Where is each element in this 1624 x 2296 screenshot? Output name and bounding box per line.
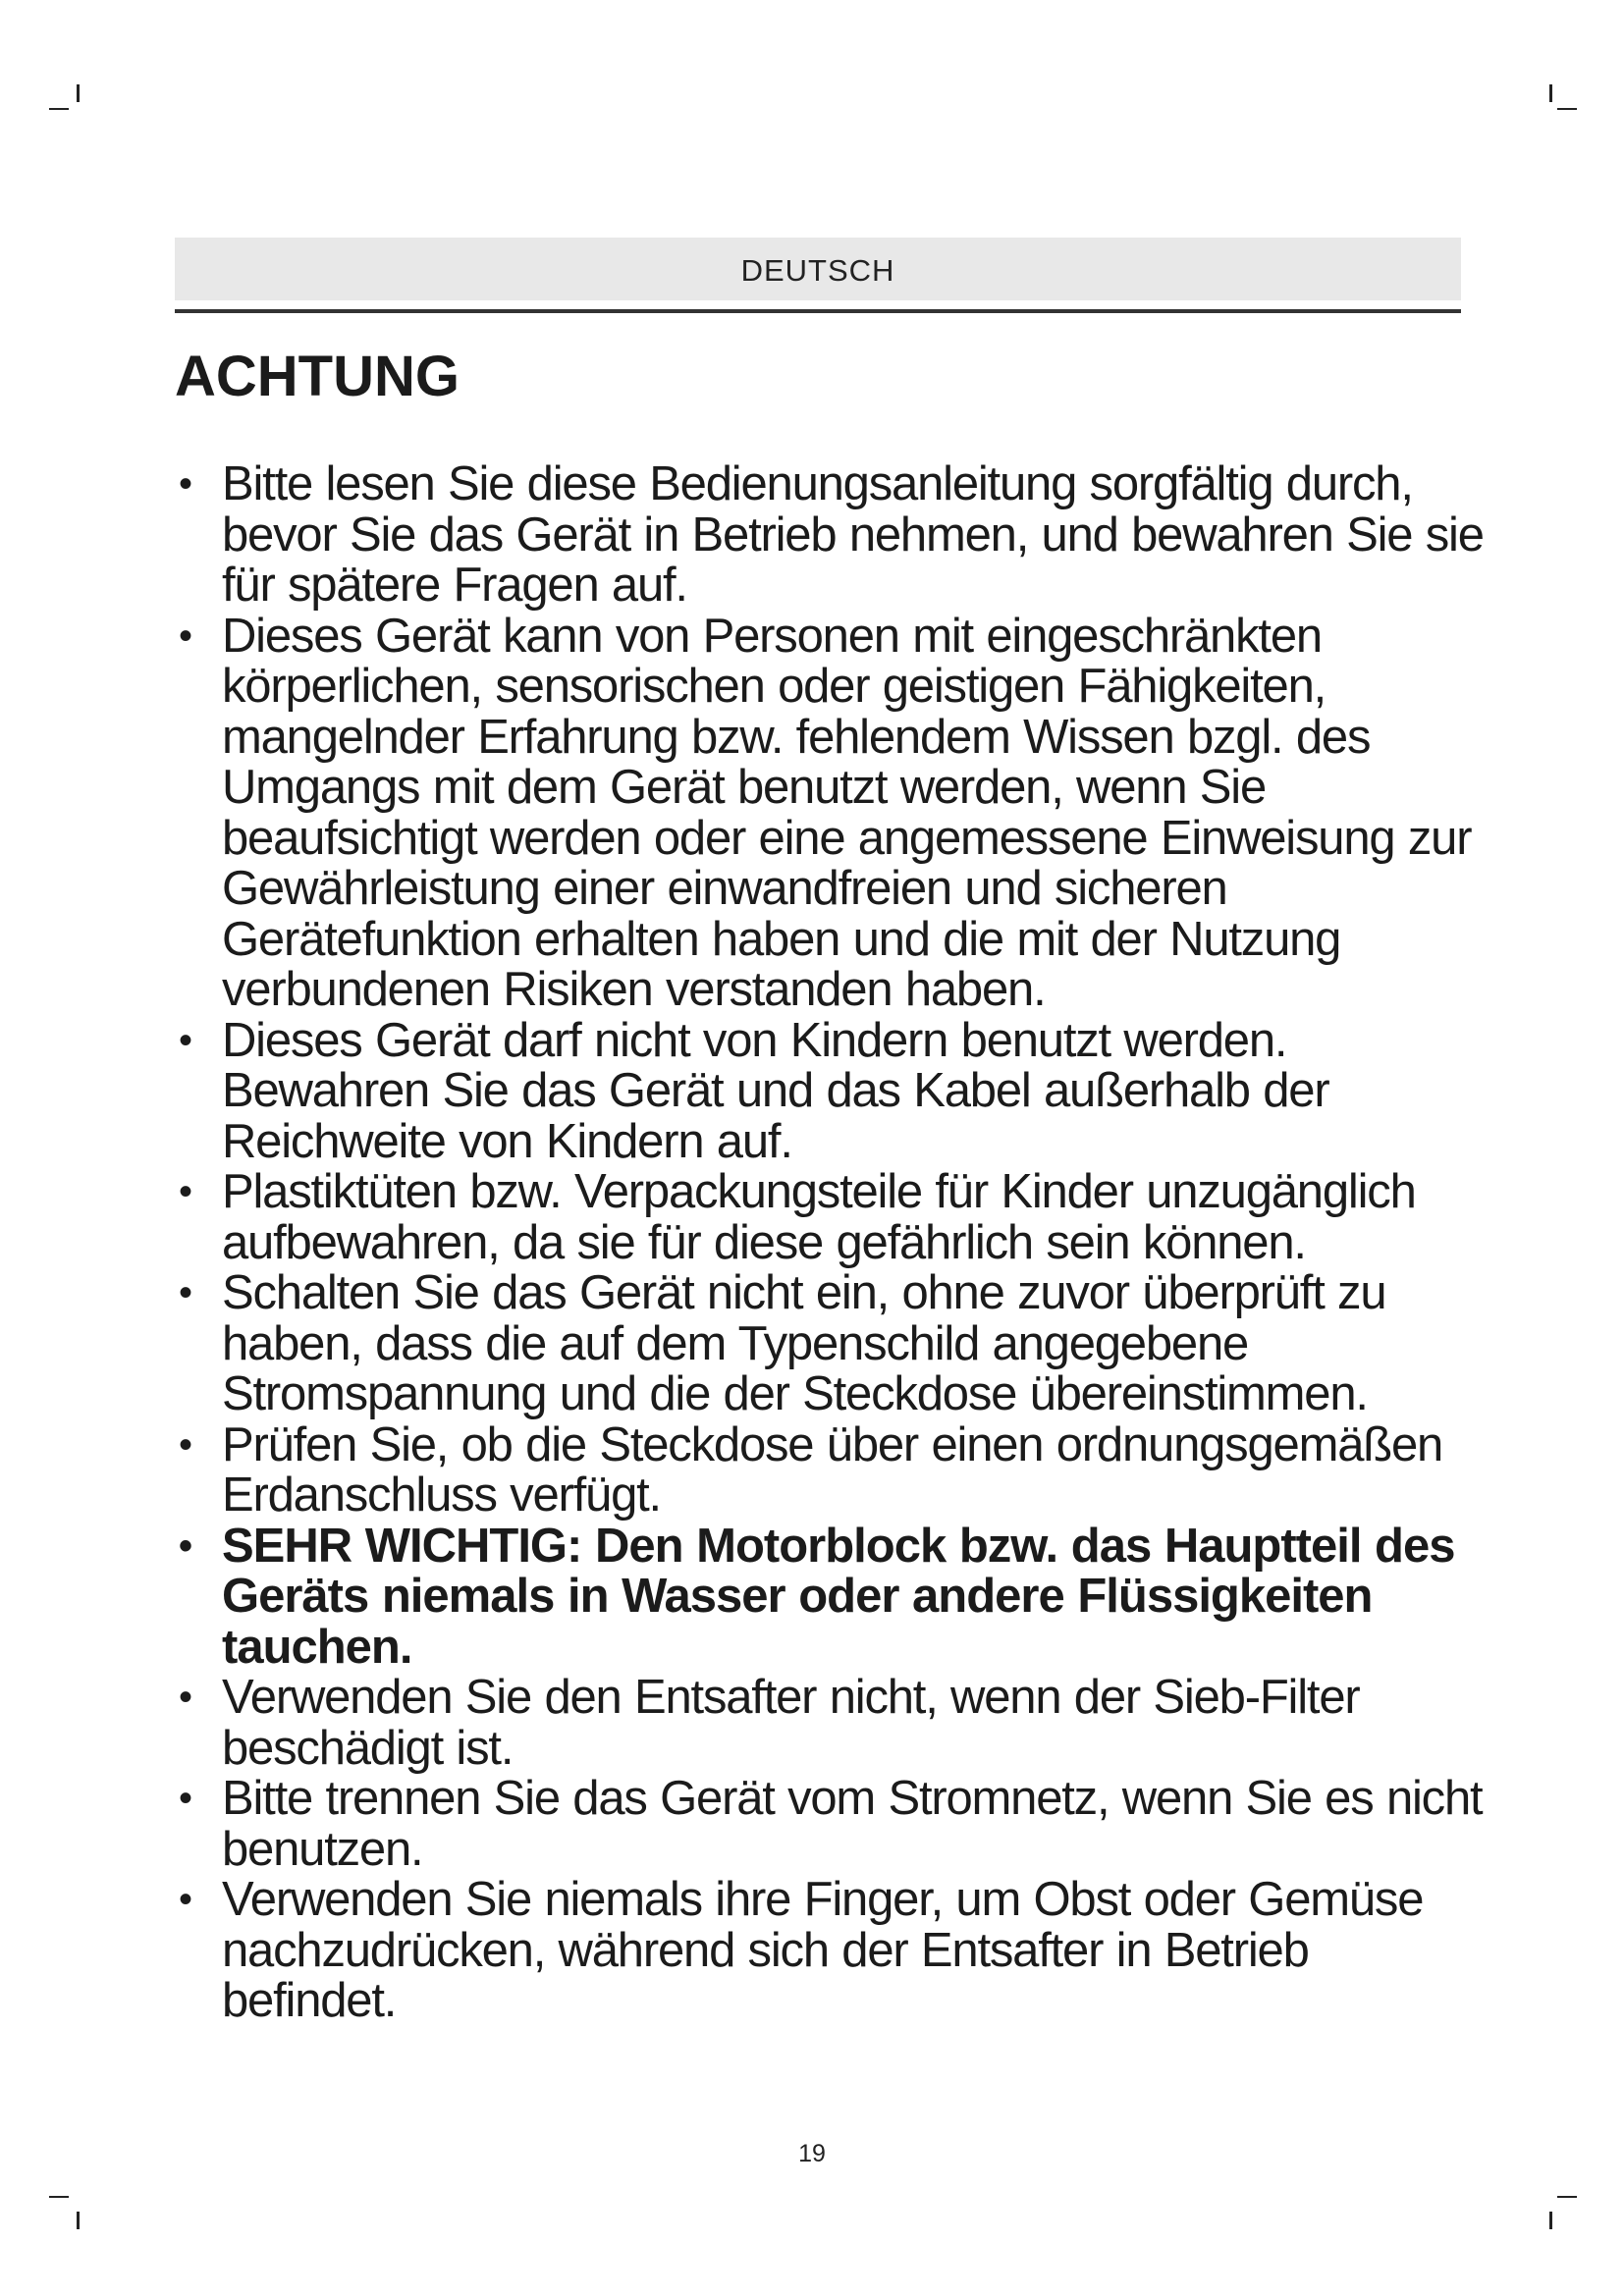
crop-mark-top-right-v (1549, 84, 1552, 102)
list-item-text: Verwenden Sie den Entsafter nicht, wenn der Sieb-Filter beschädigt ist. (222, 1671, 1360, 1775)
list-item-text: Dieses Gerät kann von Personen mit eingeschränkten körperlichen, sensorischen oder geistigen Fähigkeiten, mangelnder Erfahrung bzw. fehlendem Wissen bzgl. des Umgangs mit dem Gerät benutzt werden, wenn Sie beaufsichtigt werden oder eine angemessene Einweisung zur Gewährleistung einer einwandfreien und sicheren Gerätefunktion erhalten haben und die mit der Nutzung verbundenen Risiken verstanden haben. (222, 609, 1472, 1016)
list-item-text: Prüfen Sie, ob die Steckdose über einen ordnungsgemäßen Erdanschluss verfügt. (222, 1417, 1443, 1522)
bullet-icon: • (179, 1422, 191, 1467)
list-item-text: Verwenden Sie niemals ihre Finger, um Obst oder Gemüse nachzudrücken, während sich der Entsafter in Betrieb befindet. (222, 1873, 1424, 2027)
header-divider (175, 309, 1461, 313)
list-item (175, 1673, 1490, 1774)
list-item-text: Plastiktüten bzw. Verpackungsteile für Kinder unzugänglich aufbewahren, da sie für diese gefährlich sein können. (222, 1165, 1416, 1269)
crop-mark-bottom-right-v (1549, 2212, 1552, 2229)
list-item-text: Schalten Sie das Gerät nicht ein, ohne zuvor überprüft zu haben, dass die auf dem Typenschild angegebene Stromspannung und die der Steckdose übereinstimmen. (222, 1266, 1386, 1420)
list-item (175, 1774, 1490, 1875)
bullet-icon: • (179, 1676, 191, 1719)
crop-mark-bottom-left-h (49, 2196, 69, 2198)
bullet-icon: • (179, 1777, 191, 1820)
bullet-icon: • (179, 1170, 191, 1213)
bullet-icon: • (179, 1018, 191, 1062)
list-item (175, 1417, 1490, 1522)
bullet-icon: • (179, 1271, 191, 1314)
list-item (175, 609, 1490, 1016)
page-number: 19 (798, 2140, 826, 2167)
list-item-text: SEHR WICHTIG: Den Motorblock bzw. das Hauptteil des Geräts niemals in Wasser oder andere Flüssigkeiten tauchen. (222, 1519, 1455, 1674)
bullet-icon: • (179, 1523, 192, 1568)
language-header: DEUTSCH (175, 238, 1461, 300)
safety-instructions-list (175, 459, 1490, 2027)
page-title: ACHTUNG (175, 345, 460, 408)
list-item (175, 1875, 1490, 2027)
crop-mark-top-right-h (1557, 108, 1577, 110)
list-item (175, 1268, 1490, 1420)
crop-mark-bottom-right-h (1557, 2196, 1577, 2198)
bullet-icon: • (179, 1878, 191, 1921)
crop-mark-top-left-h (49, 108, 69, 110)
list-item-text: Dieses Gerät darf nicht von Kindern benutzt werden. Bewahren Sie das Gerät und das Kabel außerhalb der Reichweite von Kindern auf. (222, 1013, 1329, 1168)
crop-mark-top-left-v (77, 84, 80, 102)
list-item-text: Bitte lesen Sie diese Bedienungsanleitung sorgfältig durch, bevor Sie das Gerät in Betrieb nehmen, und bewahren Sie sie für spätere Fragen auf. (222, 457, 1484, 612)
crop-mark-bottom-left-v (77, 2212, 80, 2229)
list-item (175, 1167, 1490, 1268)
list-item (175, 459, 1490, 612)
bullet-icon: • (179, 462, 191, 506)
list-item-warning (175, 1519, 1490, 1674)
list-item (175, 1013, 1490, 1168)
list-item-text: Bitte trennen Sie das Gerät vom Stromnetz, wenn Sie es nicht benutzen. (222, 1772, 1483, 1876)
bullet-icon: • (179, 614, 191, 658)
